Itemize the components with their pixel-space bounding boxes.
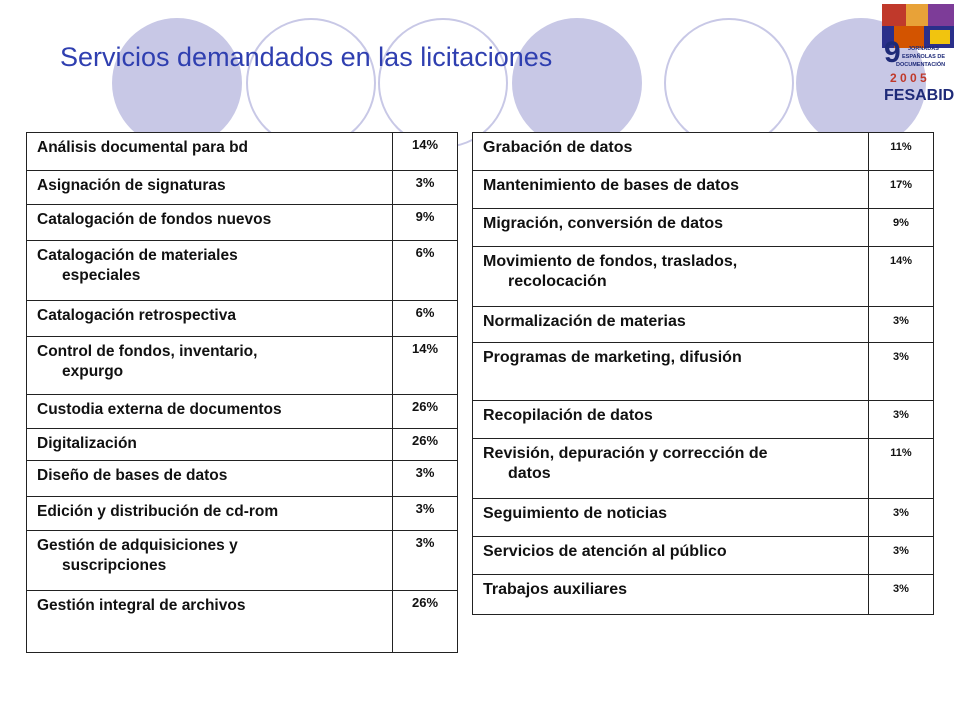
service-name-text: Servicios de atención al público [483,543,727,560]
svg-text:9: 9 [884,36,901,69]
service-name-text: Custodia externa de documentos [37,401,282,418]
service-name [473,171,869,209]
service-percentage: 14% [393,133,458,171]
service-name-text: Edición y distribución de cd-rom [37,503,279,520]
service-name-text: Control de fondos, inventario, [37,343,258,360]
service-name-text: Grabación de datos [483,139,633,156]
table-row [27,591,458,653]
service-name [473,537,869,575]
table-row [473,401,934,439]
svg-text:ESPAÑOLAS DE: ESPAÑOLAS DE [902,54,945,60]
service-name-text: Catalogación de fondos nuevos [37,211,272,228]
service-name-text: Gestión integral de archivos [37,597,246,614]
service-name-text: Gestión de adquisiciones y [37,537,238,554]
table-row [473,537,934,575]
service-name [473,209,869,247]
services-table-right [472,132,934,615]
service-name [27,395,393,429]
service-percentage: 14% [393,337,458,395]
service-name-text: Diseño de bases de datos [37,467,228,484]
services-table-right-body [473,133,934,615]
service-percentage: 6% [393,241,458,301]
table-row [473,439,934,499]
decorative-ring [378,18,508,148]
service-percentage: 9% [393,205,458,241]
svg-text:JORNADAS: JORNADAS [908,46,939,52]
service-name [27,301,393,337]
table-row [473,307,934,343]
table-row [27,395,458,429]
table-row [473,343,934,401]
service-percentage: 26% [393,429,458,461]
table-row [27,497,458,531]
table-row [27,171,458,205]
service-name [27,133,393,171]
service-percentage: 26% [393,591,458,653]
service-percentage: 14% [869,247,934,307]
table-row [27,205,458,241]
service-name-text: Catalogación retrospectiva [37,307,236,324]
service-percentage: 26% [393,395,458,429]
table-row [473,575,934,615]
service-name [473,439,869,499]
services-table-left [26,132,458,653]
service-name-continuation: datos [508,465,551,482]
service-percentage: 3% [393,171,458,205]
table-row [27,241,458,301]
service-name [27,531,393,591]
service-name-text: Análisis documental para bd [37,139,249,156]
service-name-text: Revisión, depuración y corrección de [483,445,768,462]
service-percentage: 3% [393,497,458,531]
service-percentage: 3% [869,401,934,439]
decorative-circle [512,18,642,148]
service-percentage: 6% [393,301,458,337]
service-name-continuation: suscripciones [62,557,167,574]
table-row [27,429,458,461]
service-name [473,133,869,171]
service-name-text: Mantenimiento de bases de datos [483,177,740,194]
service-name-text: Programas de marketing, difusión [483,349,742,366]
table-row [473,133,934,171]
table-row [473,171,934,209]
service-name-text: Seguimiento de noticias [483,505,668,522]
table-row [27,461,458,497]
service-name [473,307,869,343]
table-row [473,499,934,537]
service-percentage: 11% [869,133,934,171]
fesabid-logo [880,2,956,120]
page-title: Servicios demandados en las licitaciones [60,42,553,72]
service-percentage: 3% [869,575,934,615]
table-row [27,301,458,337]
svg-text:FESABID: FESABID [884,87,955,104]
table-row [27,133,458,171]
service-name-continuation: expurgo [62,363,124,380]
table-row [27,337,458,395]
service-name-text: Migración, conversión de datos [483,215,724,232]
service-name-text: Recopilación de datos [483,407,653,424]
service-name [27,591,393,653]
services-table-left-body [27,133,458,653]
service-name-text: Movimiento de fondos, traslados, [483,253,738,270]
service-name [27,497,393,531]
table-row [473,247,934,307]
service-percentage: 17% [869,171,934,209]
decorative-ring [246,18,376,148]
service-percentage: 3% [869,343,934,401]
service-name [473,247,869,307]
service-percentage: 3% [869,537,934,575]
service-name-text: Catalogación de materiales [37,247,238,264]
svg-text:DOCUMENTACIÓN: DOCUMENTACIÓN [896,62,946,68]
service-name-text: Digitalización [37,435,137,452]
service-name [27,205,393,241]
service-percentage: 3% [869,307,934,343]
service-percentage: 9% [869,209,934,247]
service-percentage: 11% [869,439,934,499]
svg-text:2 0 0 5: 2 0 0 5 [890,71,927,85]
service-percentage: 3% [393,461,458,497]
table-row [27,531,458,591]
service-name-continuation: especiales [62,267,141,284]
service-name [27,461,393,497]
service-name [27,171,393,205]
service-name [473,401,869,439]
service-name-text: Asignación de signaturas [37,177,226,194]
service-percentage: 3% [393,531,458,591]
service-percentage: 3% [869,499,934,537]
service-name-continuation: recolocación [508,273,607,290]
table-row [473,209,934,247]
service-name [473,575,869,615]
service-name [27,429,393,461]
service-name [473,499,869,537]
service-name [27,241,393,301]
service-name [473,343,869,401]
service-name [27,337,393,395]
decorative-ring [664,18,794,148]
service-name-text: Trabajos auxiliares [483,581,628,598]
decorative-circle [112,18,242,148]
service-name-text: Normalización de materias [483,313,686,330]
